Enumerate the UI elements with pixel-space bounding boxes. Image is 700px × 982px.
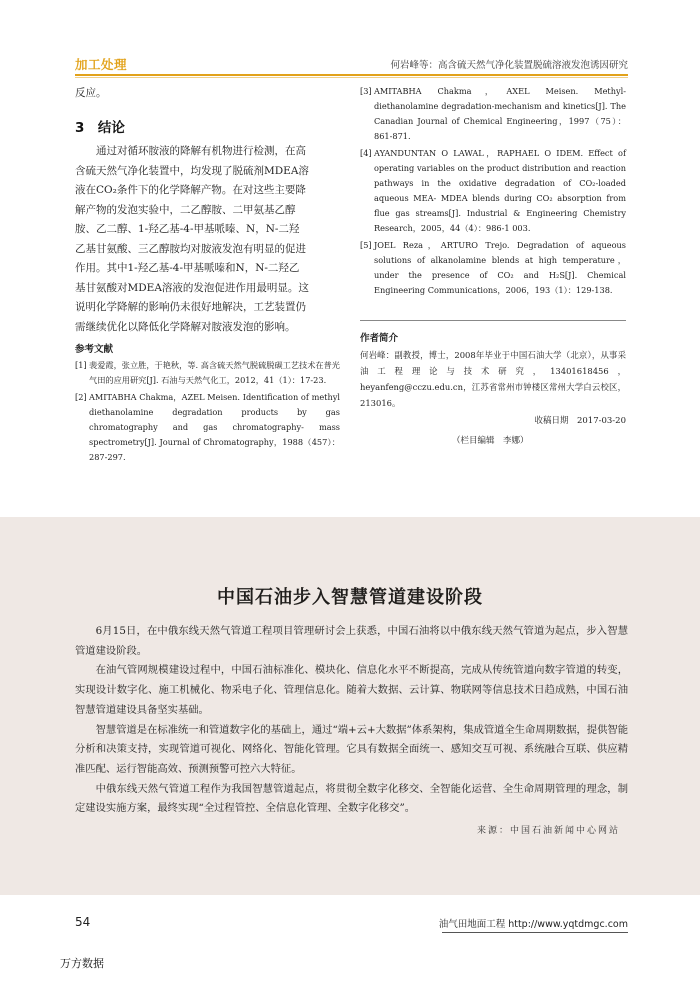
- news-paragraph: 中俄东线天然气管道工程作为我国智慧管道起点，将贯彻全数字化移交、全智能化运营、全生命周期管理的理念，制定建设实施方案，最终实现“全过程管控、全信息化管理、全数字化移交”。: [75, 782, 628, 815]
- reference-number: [5]: [360, 240, 372, 250]
- text-line: 作用。其中1-羟乙基-4-甲基哌嗪和N，N-二羟乙: [75, 262, 300, 274]
- reference-item: [360, 238, 626, 298]
- received-date: 收稿日期 2017-03-20: [534, 416, 626, 426]
- footer-rule: [442, 932, 628, 933]
- reference-item: [75, 390, 340, 465]
- text-line: 乙基甘氨酸、三乙醇胺均对胺液发泡有明显的促进: [75, 242, 306, 255]
- running-title: 何岩峰等：高含硫天然气净化装置脱硫溶液发泡诱因研究: [390, 60, 628, 71]
- references-right: [360, 84, 626, 300]
- news-title: 中国石油步入智慧管道建设阶段: [217, 587, 483, 608]
- journal-footer: 油气田地面工程 http://www.yqtdmgc.com: [438, 919, 628, 930]
- news-paragraph: 智慧管道是在标准统一和管道数字化的基础上，通过“端+云+大数据”体系架构，集成管道全生命周期数据，提供智能分析和决策支持，实现管道可视化、网络化、智能化管理。它具有数据全面统一、感知交互可视、系统融合互联、供应精准匹配、运行智能高效、预测预警可控六大特征。: [75, 723, 628, 775]
- reference-text: AYANDUNTAN O LAWAL，RAPHAEL O IDEM. Effect of operating variables on the product distribution and reaction pathways in the oxidative degradation of CO₂-loaded aqueous MEA- MDEA blends during CO₂ absorption from flue gas streams[J]. Industrial & Engineering Chemistry Research，2005，44（4）：986-1 003.: [374, 148, 626, 233]
- author-bio: 何岩峰：副教授，博士，2008年毕业于中国石油大学（北京），从事采油工程理论与技术研究，13401618456，heyanfeng@cczu.edu.cn，江苏省常州市钟楼区常州大学白云校区，213016。: [360, 350, 626, 408]
- text-line: 通过对循环胺液的降解有机物进行检测，在高: [75, 145, 306, 157]
- references-heading: 参考文献: [75, 344, 114, 355]
- header-rule: [75, 74, 628, 76]
- text-line: 解产物的发泡实验中，二乙醇胺、二甲氨基乙醇: [75, 203, 296, 216]
- author-heading: 作者简介: [360, 333, 399, 344]
- reference-number: [1]: [75, 360, 87, 370]
- section-tag: 加工处理: [75, 57, 128, 72]
- conclusion-heading: 3 结论: [75, 120, 125, 136]
- reference-text: JOEL Reza，ARTURO Trejo. Degradation of aqueous solutions of alkanolamine blends at high temperature，under the presence of CO₂ and H₂S[J]. Chemical Engineering Communications，2006，193（1）：129-138.: [374, 240, 626, 295]
- reference-item: [360, 146, 626, 236]
- news-body: [75, 622, 628, 819]
- news-paragraph: 6月15日，在中俄东线天然气管道工程项目管理研讨会上获悉，中国石油将以中俄东线天然气管道为起点，步入智慧管道建设阶段。: [75, 625, 628, 657]
- reference-text: AMITABHA Chakma，AZEL Meisen. Identification of methyl diethanolamine degradation products by gas chromatography and gas chromatography- mass spectrometry[J]. Journal of Chromatography，1988（457）：287-297.: [89, 392, 340, 462]
- text-line: 胺、乙二醇、1-羟乙基-4-甲基哌嗪、N，N-二羟: [75, 223, 300, 235]
- text-line: 基甘氨酸对MDEA溶液的发泡促进作用最明显。这: [75, 281, 309, 294]
- reference-text: 裴爱霞，张立胜，于艳秋，等. 高含硫天然气脱硫脱碳工艺技术在普光气田的应用研究[J]. 石油与天然气化工，2012，41（1）：17-23.: [89, 360, 340, 385]
- text-line: 液在CO₂条件下的化学降解产物。在对这些主要降: [75, 184, 306, 196]
- text-line: 含硫天然气净化装置中，均发现了脱硫剂MDEA溶: [75, 164, 309, 177]
- watermark-text: 万方数据: [60, 957, 104, 970]
- page-number: 54: [75, 915, 91, 929]
- conclusion-body: [75, 142, 340, 337]
- text-line: 说明化学降解的影响仍未很好地解决，工艺装置仍: [75, 301, 306, 313]
- text-line: 需继续优化以降低化学降解对胺液发泡的影响。: [75, 320, 296, 333]
- continued-text: 反应。: [75, 87, 107, 99]
- news-paragraph: 在油气管网规模建设过程中，中国石油标准化、模块化、信息化水平不断提高，完成从传统管道向数字管道的转变，实现设计数字化、施工机械化、物采电子化、管理信息化。随着大数据、云计算、物联网等信息技术日趋成熟，中国石油智慧管道建设具备坚实基础。: [75, 664, 628, 716]
- reference-item: [360, 84, 626, 144]
- column-editor: （栏目编辑 李娜）: [452, 436, 529, 446]
- reference-number: [4]: [360, 148, 372, 158]
- header-rule-thin: [75, 77, 628, 78]
- news-source: 来源：中国石油新闻中心网站: [476, 826, 620, 836]
- section-divider: [360, 320, 626, 321]
- reference-text: AMITABHA Chakma，AXEL Meisen. Methyl- diethanolamine degradation-mechanism and kinetics[J]. The Canadian Journal of Chemical Engineering，1997（75）：861-871.: [374, 86, 626, 141]
- reference-number: [2]: [75, 392, 87, 402]
- reference-item: [75, 358, 340, 388]
- reference-number: [3]: [360, 86, 372, 96]
- references-left: [75, 358, 340, 467]
